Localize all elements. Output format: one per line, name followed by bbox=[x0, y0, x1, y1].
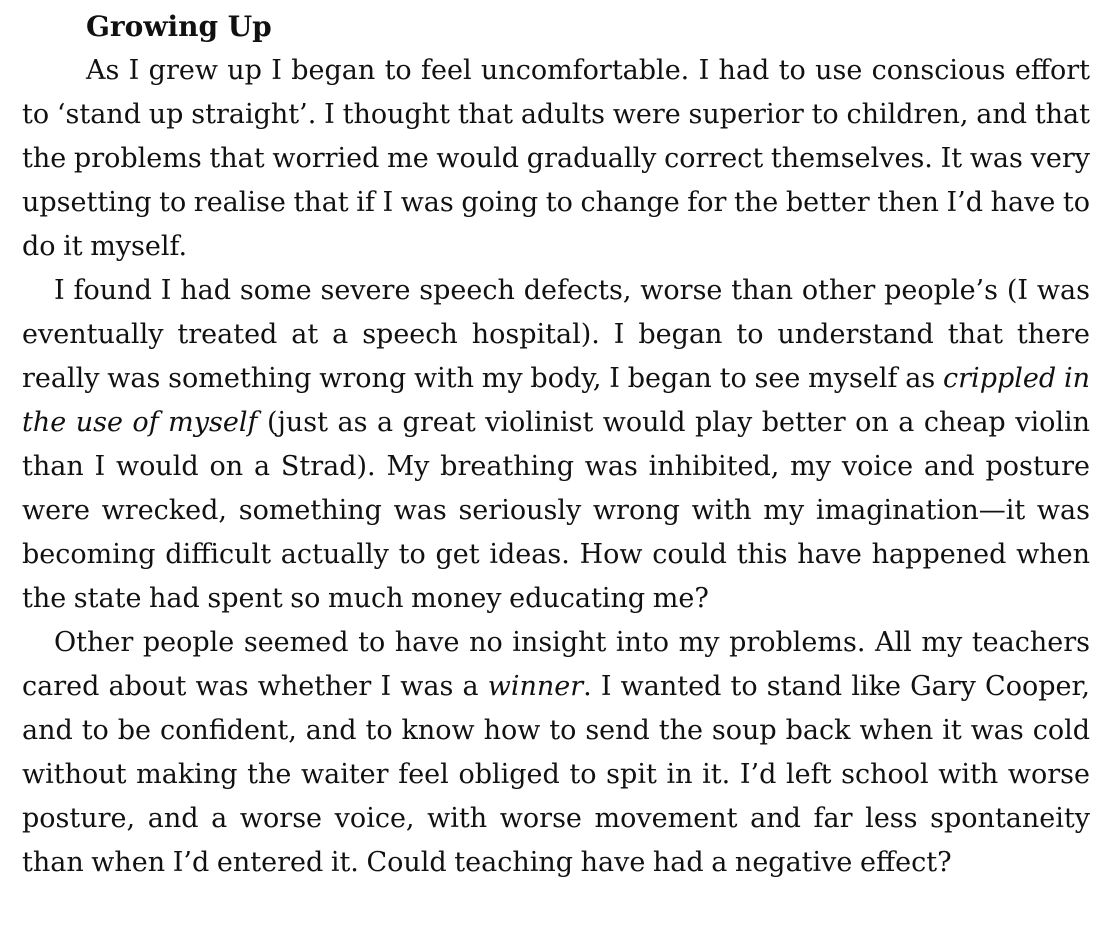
paragraph-2-emphasis: crippled in the use of myself bbox=[22, 363, 1090, 438]
paragraph-2-text-after: (just as a great violinist would play better on a cheap violin than I would on a Strad). My breathing was inhibited, my voice and posture were wrecked, something was seriously wrong with my imagination—it was becoming difficult actually to get ideas. How could this have happened when the state had spent so much money educating me? bbox=[22, 407, 1090, 614]
paragraph-2 bbox=[22, 269, 1090, 621]
paragraph-3-emphasis: winner bbox=[487, 671, 584, 702]
paragraph-3 bbox=[22, 621, 1090, 885]
section-title: Growing Up bbox=[86, 10, 272, 43]
paragraph-3-text-after: . I wanted to stand like Gary Cooper, and to be confident, and to know how to send the soup back when it was cold without making the waiter feel obliged to spit in it. I’d left school with worse posture, and a worse voice, with worse movement and far less spontaneity than when I’d entered it. Could teaching have had a negative effect? bbox=[22, 671, 1090, 878]
paragraph-1 bbox=[22, 49, 1090, 269]
paragraph-3-text-before: Other people seemed to have no insight into my problems. All my teachers cared about was whether I was a bbox=[22, 627, 1090, 702]
paragraph-2-text-before: I found I had some severe speech defects, worse than other people’s (I was eventually treated at a speech hospital). I began to understand that there really was something wrong with my body, I began to see myself as bbox=[22, 275, 1090, 394]
paragraph-1-text: As I grew up I began to feel uncomfortable. I had to use conscious effort to ‘stand up straight’. I thought that adults were superior to children, and that the problems that worried me would gradually correct themselves. It was very upsetting to realise that if I was going to change for the better then I’d have to do it myself. bbox=[22, 55, 1090, 262]
